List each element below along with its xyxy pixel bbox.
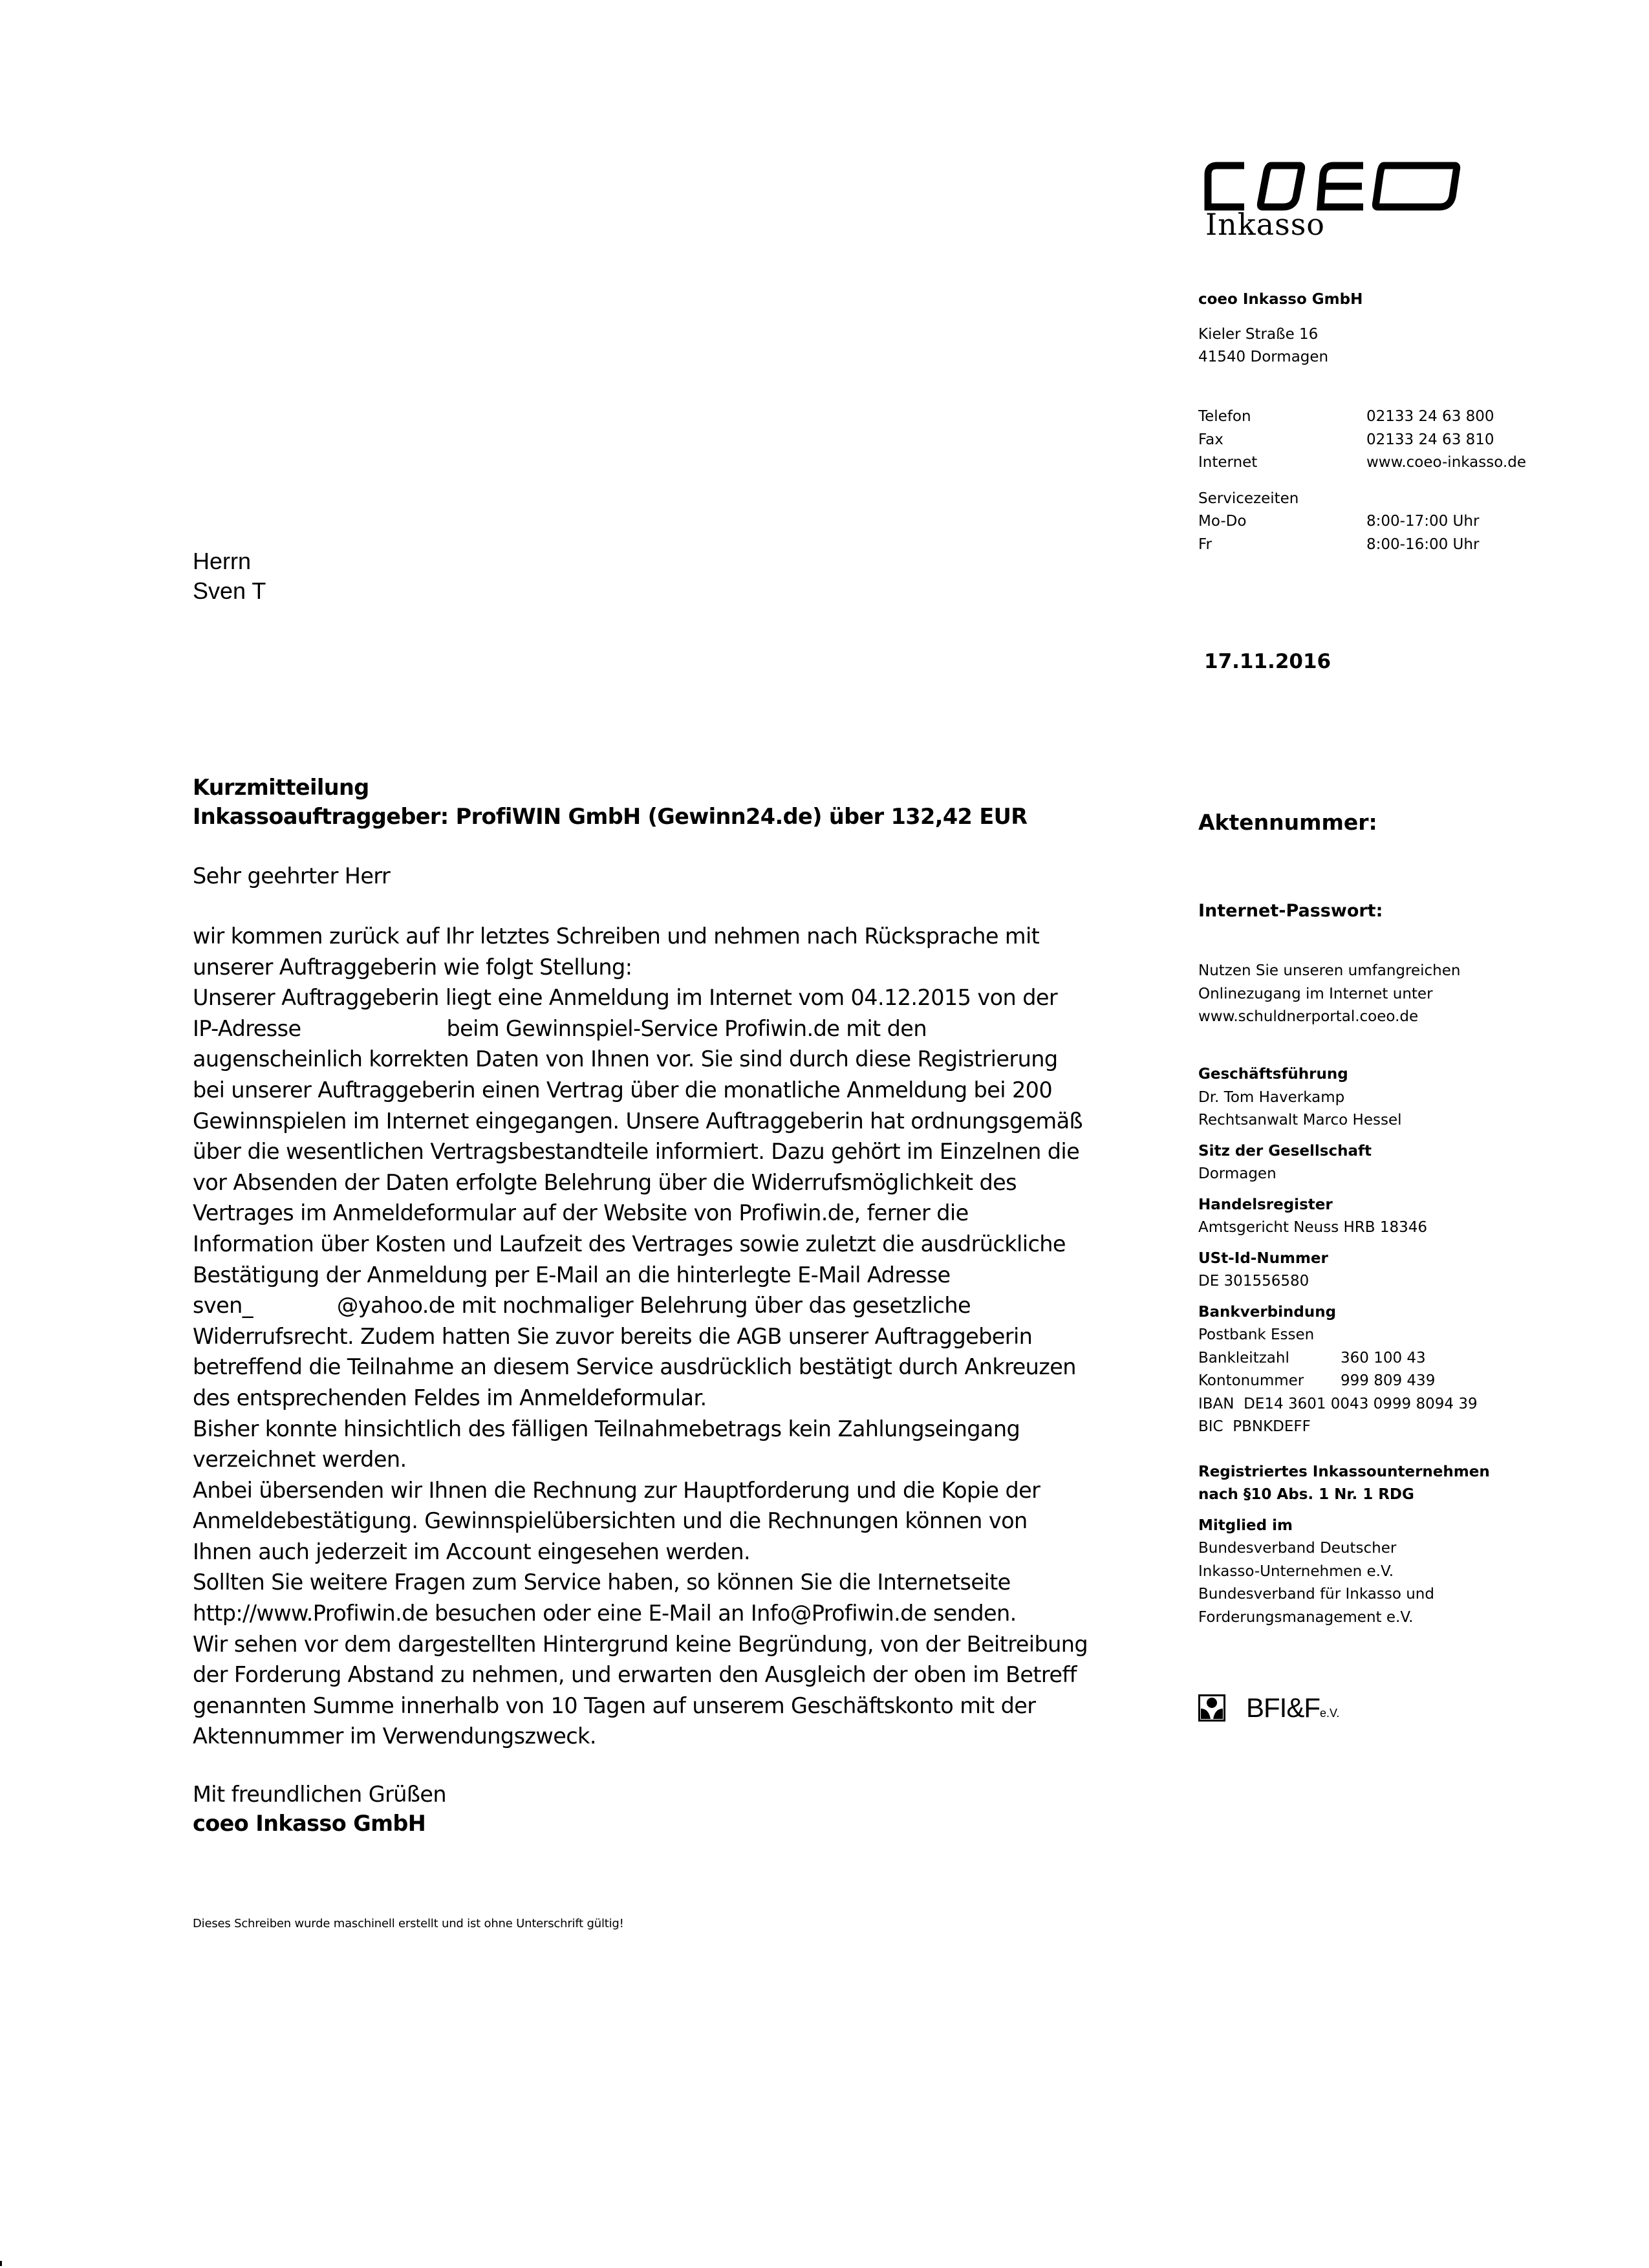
bank-value: 360 100 43 — [1341, 1349, 1426, 1366]
service-hours-mo-do — [1198, 510, 1526, 534]
body-line: über die wesentlichen Vertragsbestandteile informiert. Dazu gehört im Einzelnen die — [193, 1139, 1080, 1165]
email-prefix: sven_ — [193, 1293, 253, 1319]
recipient-name: Sven T — [193, 578, 266, 604]
portal-text: Onlinezugang im Internet unter — [1198, 985, 1433, 1002]
body-line: genannten Summe innerhalb von 10 Tagen auf unserem Geschäftskonto mit der — [193, 1692, 1036, 1718]
portal-text: Nutzen Sie unseren umfangreichen — [1198, 962, 1461, 979]
body-line-text: beim Gewinnspiel-Service Profiwin.de mit den — [446, 1015, 927, 1041]
hours-label: Mo-Do — [1198, 513, 1247, 530]
manager-name: Dr. Tom Haverkamp — [1198, 1088, 1345, 1106]
portal-info — [1198, 960, 1460, 1029]
body-line: Bisher konnte hinsichtlich des fälligen Teilnahmebetrags kein Zahlungseingang — [193, 1416, 1020, 1442]
member-line: Forderungsmanagement e.V. — [1198, 1608, 1414, 1626]
bank-code-row — [1198, 1347, 1490, 1370]
contact-block — [1198, 405, 1526, 556]
member-line: Inkasso-Unternehmen e.V. — [1198, 1562, 1394, 1580]
member-line: Bundesverband Deutscher — [1198, 1540, 1397, 1557]
body-line: Widerrufsrecht. Zudem hatten Sie zuvor bereits die AGB unserer Auftraggeberin — [193, 1323, 1033, 1349]
recipient-address — [193, 546, 266, 606]
vat-heading: USt-Id-Nummer — [1198, 1249, 1328, 1267]
body-line: Gewinnspielen im Internet eingegangen. Unsere Auftraggeberin hat ordnungsgemäß — [193, 1108, 1083, 1134]
contact-value: 02133 24 63 810 — [1366, 431, 1494, 448]
letter-salutation: Sehr geehrter Herr — [193, 863, 391, 889]
body-line: unserer Auftraggeberin wie folgt Stellung: — [193, 954, 632, 980]
registered-heading: Registriertes Inkassounternehmen — [1198, 1463, 1490, 1480]
body-line-text: @yahoo.de mit nochmaliger Belehrung über das gesetzliche — [336, 1293, 971, 1319]
body-line: http://www.Profiwin.de besuchen oder eine E-Mail an Info@Profiwin.de senden. — [193, 1601, 1017, 1626]
body-line: Vertrages im Anmeldeformular auf der Website von Profiwin.de, ferner die — [193, 1200, 969, 1226]
letter-subject — [193, 773, 1176, 831]
address-street: Kieler Straße 16 — [1198, 325, 1319, 343]
contact-value: 02133 24 63 800 — [1366, 408, 1494, 425]
contact-label: Fax — [1198, 431, 1223, 448]
management-heading: Geschäftsführung — [1198, 1066, 1348, 1083]
scan-artifact — [0, 2261, 2, 2266]
service-hours-label: Servicezeiten — [1198, 490, 1299, 507]
bfiuf-suffix: e.V. — [1320, 1707, 1340, 1720]
body-line: Bestätigung der Anmeldung per E-Mail an die hinterlegte E-Mail Adresse — [193, 1262, 951, 1288]
manager-name: Rechtsanwalt Marco Hessel — [1198, 1112, 1402, 1129]
seat-value: Dormagen — [1198, 1165, 1277, 1182]
body-line: vor Absenden der Daten erfolgte Belehrung über die Widerrufsmöglichkeit des — [193, 1169, 1017, 1195]
body-line: verzeichnet werden. — [193, 1447, 407, 1473]
company-legal-info — [1198, 1063, 1490, 1629]
bank-heading: Bankverbindung — [1198, 1303, 1337, 1321]
bank-name: Postbank Essen — [1198, 1326, 1315, 1343]
contact-label: Telefon — [1198, 408, 1251, 425]
recipient-salutation: Herrn — [193, 548, 252, 574]
account-number-row — [1198, 1370, 1490, 1393]
contact-internet — [1198, 451, 1526, 475]
hours-value: 8:00-17:00 Uhr — [1366, 513, 1480, 530]
logo-subtitle: Inkasso — [1205, 207, 1326, 242]
body-line: Ihnen auch jederzeit im Account eingesehen werden. — [193, 1539, 751, 1564]
contact-label: Internet — [1198, 454, 1258, 471]
portal-link[interactable]: www.schuldnerportal.coeo.de — [1198, 1008, 1419, 1025]
letter-body — [193, 921, 1176, 1752]
body-line: der Forderung Abstand zu nehmen, und erwarten den Ausgleich der oben im Betreff — [193, 1662, 1077, 1688]
ip-label: IP-Adresse — [193, 1015, 301, 1041]
bank-label: Bankleitzahl — [1198, 1349, 1289, 1366]
letter-date: 17.11.2016 — [1204, 650, 1331, 673]
member-line: Bundesverband für Inkasso und — [1198, 1586, 1434, 1603]
bic: BIC PBNKDEFF — [1198, 1418, 1311, 1435]
body-line: Anbei übersenden wir Ihnen die Rechnung zur Hauptforderung und die Kopie der — [193, 1477, 1040, 1503]
registered-heading: nach §10 Abs. 1 Nr. 1 RDG — [1198, 1486, 1414, 1503]
body-line: Aktennummer im Verwendungszweck. — [193, 1723, 596, 1749]
internet-passwort-label: Internet-Passwort: — [1198, 901, 1383, 921]
body-line: Anmeldebestätigung. Gewinnspielübersichten und die Rechnungen können von — [193, 1508, 1028, 1534]
address-city: 41540 Dormagen — [1198, 349, 1329, 365]
body-line: Information über Kosten und Laufzeit des Vertrages sowie zuletzt die ausdrückliche — [193, 1231, 1066, 1257]
register-value: Amtsgericht Neuss HRB 18346 — [1198, 1219, 1428, 1236]
footer-note: Dieses Schreiben wurde maschinell erstellt und ist ohne Unterschrift gültig! — [193, 1917, 624, 1930]
body-line: des entsprechenden Feldes im Anmeldeformular. — [193, 1385, 707, 1410]
iban: IBAN DE14 3601 0043 0999 8094 39 — [1198, 1395, 1478, 1412]
bfiuf-logo-text — [1246, 1694, 1339, 1722]
letter-closing — [193, 1780, 1176, 1838]
bfiuf-name: BFI&F — [1246, 1692, 1320, 1723]
bank-label: Kontonummer — [1198, 1372, 1304, 1389]
body-line: betreffend die Teilnahme an diesem Service ausdrücklich bestätigt durch Ankreuzen — [193, 1354, 1076, 1380]
body-line: Wir sehen vor dem dargestellten Hintergrund keine Begründung, von der Beitreibung — [193, 1631, 1088, 1657]
member-heading: Mitglied im — [1198, 1517, 1293, 1534]
website-link[interactable]: www.coeo-inkasso.de — [1366, 454, 1526, 471]
company-name: coeo Inkasso GmbH — [1198, 291, 1363, 308]
company-address-block — [1198, 288, 1363, 369]
seat-heading: Sitz der Gesellschaft — [1198, 1142, 1372, 1160]
bfiuf-emblem-icon — [1198, 1694, 1225, 1722]
body-line-email — [193, 1290, 1176, 1321]
contact-phone — [1198, 405, 1526, 429]
aktennummer-label: Aktennummer: — [1198, 810, 1377, 835]
body-line: wir kommen zurück auf Ihr letztes Schreiben und nehmen nach Rücksprache mit — [193, 923, 1040, 949]
subject-line-1: Kurzmitteilung — [193, 775, 369, 800]
vat-value: DE 301556580 — [1198, 1273, 1310, 1290]
hours-label: Fr — [1198, 535, 1212, 553]
subject-line-2: Inkassoauftraggeber: ProfiWIN GmbH (Gewinn24.de) über 132,42 EUR — [193, 804, 1028, 829]
body-line: augenscheinlich korrekten Daten von Ihnen vor. Sie sind durch diese Registrierung — [193, 1046, 1058, 1072]
body-line-ip — [193, 1013, 1176, 1044]
bfiuf-logo — [1198, 1694, 1339, 1722]
body-line: Sollten Sie weitere Fragen zum Service haben, so können Sie die Internetseite — [193, 1570, 1011, 1595]
service-hours-fr — [1198, 534, 1526, 557]
body-line: bei unserer Auftraggeberin einen Vertrag über die monatliche Anmeldung bei 200 — [193, 1077, 1053, 1103]
hours-value: 8:00-16:00 Uhr — [1366, 535, 1480, 553]
closing-phrase: Mit freundlichen Grüßen — [193, 1782, 447, 1807]
signature-company: coeo Inkasso GmbH — [193, 1811, 426, 1836]
contact-fax — [1198, 429, 1526, 452]
coeo-inkasso-logo — [1204, 162, 1476, 242]
register-heading: Handelsregister — [1198, 1196, 1333, 1213]
body-line: Unserer Auftraggeberin liegt eine Anmeldung im Internet vom 04.12.2015 von der — [193, 985, 1058, 1011]
coeo-logo-icon — [1204, 162, 1469, 211]
bank-value: 999 809 439 — [1341, 1372, 1436, 1389]
